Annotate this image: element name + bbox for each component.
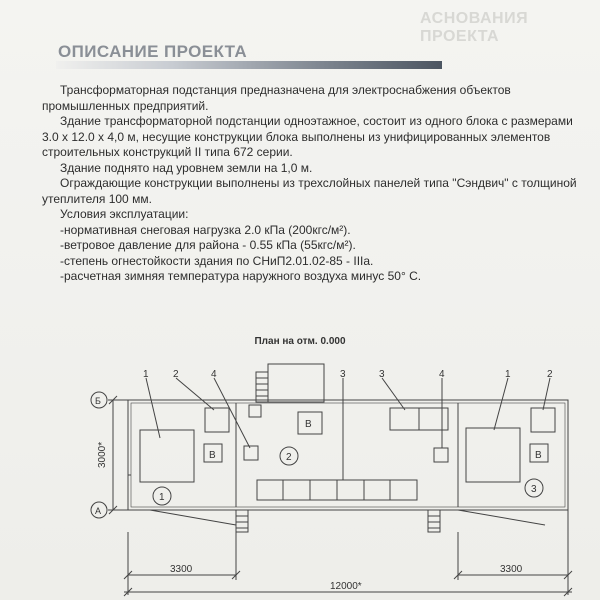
callout-4-left: 4 <box>211 369 217 380</box>
steps-left <box>236 510 248 532</box>
cabinet-left <box>205 408 229 432</box>
axis-b-label: Б <box>95 396 101 406</box>
transformer-right <box>466 428 520 482</box>
callout-2-right: 2 <box>547 369 553 380</box>
porch-top <box>268 364 324 402</box>
ramp-left <box>150 510 236 525</box>
section-heading: ОПИСАНИЕ ПРОЕКТА <box>58 42 248 61</box>
dim-height-label: 3000* <box>97 441 108 468</box>
room-number-3: 3 <box>531 484 537 495</box>
room-number-2: 2 <box>286 452 292 463</box>
dim-total-label: 12000* <box>330 581 362 592</box>
callout-1-left: 1 <box>143 369 149 380</box>
steps-right <box>428 510 440 532</box>
paragraph-enclosure: Ограждающие конструкции выполнены из трехслойных панелей типа "Сэндвич" с толщиной утеплителя 100 мм. <box>42 176 577 206</box>
small-cabinet-left <box>244 446 258 460</box>
condition-fire: -степень огнестойкости здания по СНиП2.01.02-85 - IIIа. <box>60 253 374 268</box>
room-label-b-2: В <box>305 419 312 430</box>
dim-right-label: 3300 <box>500 564 523 575</box>
condition-temperature: -расчетная зимняя температура наружного воздуха минус 50° С. <box>60 269 422 283</box>
room-label-b-3: В <box>535 450 542 461</box>
dim-left-label: 3300 <box>170 564 193 575</box>
room-label-b-1: В <box>209 450 216 461</box>
callout-2-left: 2 <box>173 369 179 380</box>
callout-4-mid: 4 <box>439 369 445 380</box>
heading-underline-bar <box>56 61 442 69</box>
axis-a-label: А <box>95 506 102 516</box>
ghost-heading: АСНОВАНИЯ ПРОЕКТА <box>420 10 529 45</box>
ramp-right <box>458 510 545 525</box>
cabinet-right <box>531 408 555 432</box>
paragraph-purpose: Трансформаторная подстанция предназначена для электроснабжения объектов промышленных предприятий. <box>42 83 511 113</box>
description-text <box>42 83 592 285</box>
conditions-title: Условия эксплуатации: <box>60 207 189 221</box>
callout-3-mid2: 3 <box>379 369 385 380</box>
callout-3-mid: 3 <box>340 369 346 380</box>
paragraph-elevation: Здание поднято над уровнем земли на 1,0 м. <box>60 160 313 175</box>
room-number-1: 1 <box>159 492 165 503</box>
small-square-top <box>249 405 261 417</box>
floor-plan-drawing <box>0 350 600 600</box>
plan-title: План на отм. 0.000 <box>254 336 346 347</box>
building-inner-outline <box>131 403 565 507</box>
condition-snow: -нормативная снеговая нагрузка 2.0 кПа (200кгс/м²). <box>60 222 351 237</box>
condition-wind: -ветровое давление для района - 0.55 кПа (55кгс/м²). <box>60 238 356 252</box>
paragraph-building: Здание трансформаторной подстанции одноэтажное, состоит из одного блока с размерами 3.0 х 12.0 х 4,0 м, несущие конструкции блока выполнены из унифицированных элементов строительных конструкций II типа 672 серии. <box>42 114 573 159</box>
stairs-top <box>256 372 268 402</box>
callout-1-right: 1 <box>505 369 511 380</box>
small-cabinet-right <box>434 448 448 462</box>
transformer-left <box>140 430 194 482</box>
